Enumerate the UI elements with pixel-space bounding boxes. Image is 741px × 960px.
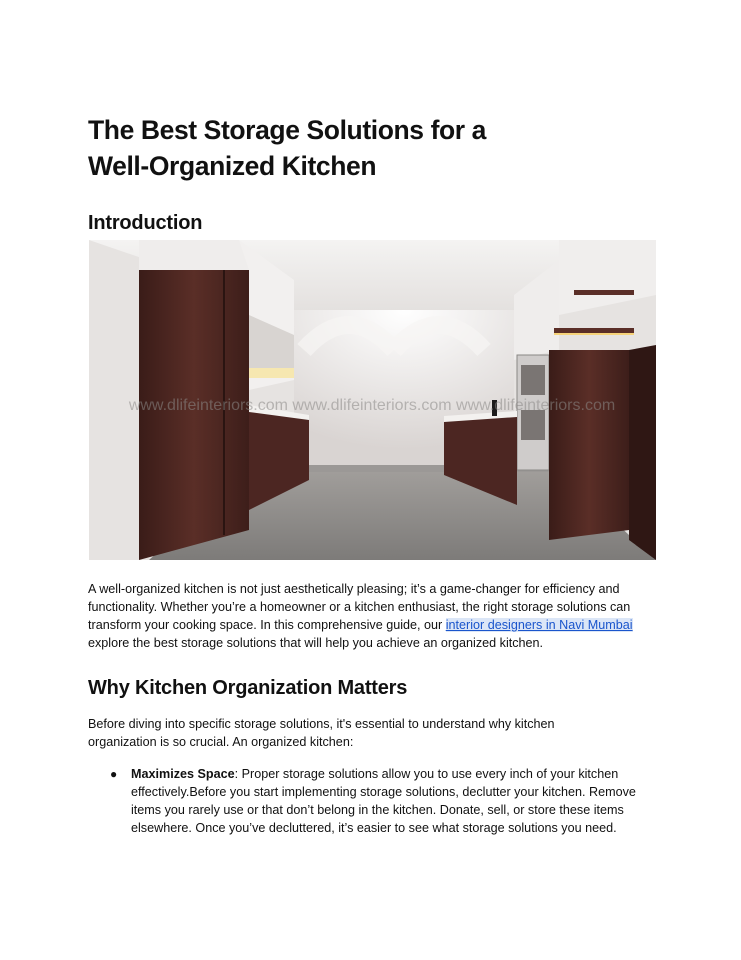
introduction-heading: Introduction (88, 212, 203, 234)
why-paragraph: Before diving into specific storage solutions, it's essential to understand why kitchen organization is so crucial. An organized kitchen: (88, 717, 555, 749)
page-title-line-2: Well-Organized Kitchen (88, 151, 377, 181)
image-watermark: www.dlifeinteriors.com www.dlifeinteriors.com www.dlifeinteriors.com (128, 397, 616, 414)
interior-designers-link[interactable]: interior designers in Navi Mumbai (445, 618, 633, 632)
list-item-text: : Proper storage solutions allow you to use every inch of your kitchen effectively.Before you start implementing storage solutions, declutter your kitchen. Remove items you rarely use or that don’t belong in the kitchen. Donate, sell, or store these items elsewhere. Once you’ve decluttered, it’s easier to see what storage solutions you need. (131, 767, 636, 835)
list-item-label: Maximizes Space (131, 767, 235, 781)
list-item (108, 765, 653, 837)
kitchen-hero-image (89, 240, 656, 560)
bullet-dot-icon: ● (110, 767, 118, 781)
intro-paragraph (88, 580, 658, 652)
intro-text-before-link: A well-organized kitchen is not just aesthetically pleasing; it’s a game-changer for efficiency and functionality. Whether you’re a homeowner or a kitchen enthusiast, the right storage solutions can transform your cooking space. In this comprehensive guide, our (88, 582, 631, 632)
benefits-list (108, 765, 653, 837)
intro-text-after-link: explore the best storage solutions that will help you achieve an organized kitchen. (88, 636, 544, 650)
why-organization-heading: Why Kitchen Organization Matters (88, 677, 408, 699)
page-title-line-1: The Best Storage Solutions for a (88, 115, 487, 145)
page-title (88, 112, 688, 184)
